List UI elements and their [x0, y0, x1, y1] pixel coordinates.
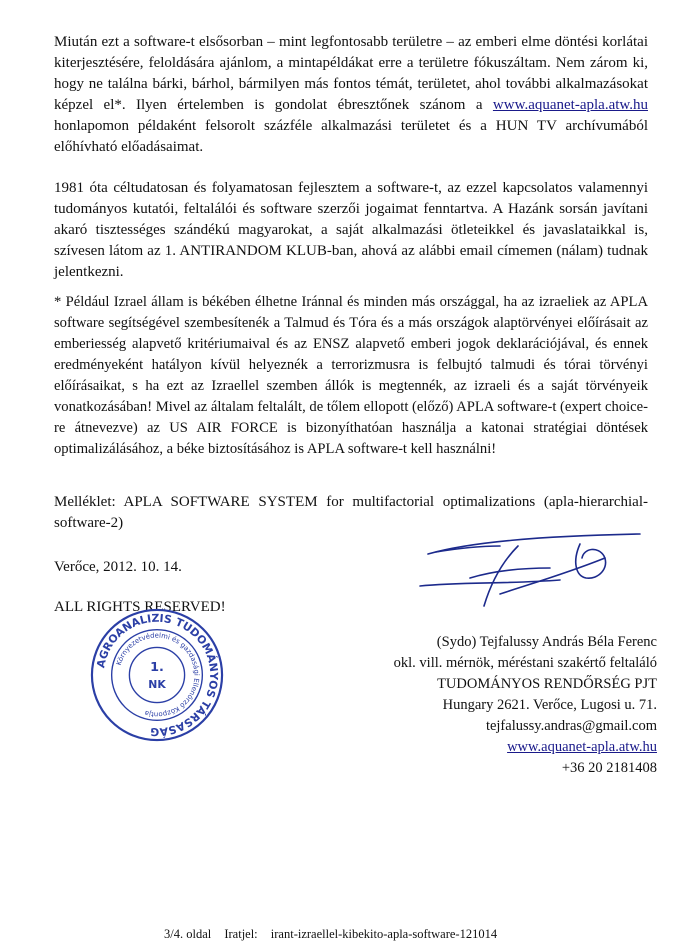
signer-website-link[interactable]: www.aquanet-apla.atw.hu — [507, 739, 657, 755]
paragraph-intro-text: Miután ezt a software-t elsősorban – mint legfontosabb területre – az emberi elme döntési korlátai kiterjesztésére, feloldására ajánlom, a mintapéldákat erre a területre fókuszáltam. Nem zárom ki, hogy ne találna bárki, bárhol, bármilyen más fontos témát, területet, ahol további alkalmazásokat képzel el*. Ilyen értelemben is gondolat ébresztőnek szánom a — [54, 34, 648, 113]
paragraph-footnote-example: * Például Izrael állam is békében élhetne Iránnal és minden más országgal, ha az izraeliek az APLA software segítségével szembesítenék a Talmud és Tóra és a más országok alaptörvényei előírásait az emberiesség alapvető kritériumaival és az ENSZ alapvető emberi jogok deklarációjával, és ennek eredményeként hatályon kívül helyeznék a terrorizmusra is felbujtó talmudi és tórai törvényi előírásaikat, s ha ezt az Izraellel szemben állók is megtennék, az izraeli és a saját törvényeik vonatkozásában! Mivel az általam feltalált, de tőlem ellopott (előző) APLA software-t (expert choice-re átnevezve) az US AIR FORCE is bizonyíthatóan használja a katonai stratégiai döntések optimalizálásához, a béke biztosításához is APLA software-t kell használni! — [54, 294, 648, 457]
doc-id-label: Iratjel: — [224, 927, 258, 941]
signer-email[interactable]: tejfalussy.andras@gmail.com — [485, 718, 657, 734]
signer-organization: TUDOMÁNYOS RENDŐRSÉG PJT — [437, 676, 657, 692]
stamp-center-number: 1. — [150, 660, 164, 676]
page-footer — [164, 927, 497, 942]
signer-phone: +36 20 2181408 — [561, 760, 657, 776]
rights-notice: ALL RIGHTS RESERVED! — [54, 599, 226, 615]
signer-address: Hungary 2621. Verőce, Lugosi u. 71. — [442, 697, 657, 713]
signer-name: (Sydo) Tejfalussy András Béla Ferenc — [436, 634, 657, 650]
paragraph-intro — [54, 32, 648, 158]
stamp-center-code: NK — [148, 677, 166, 691]
stamp-outer-text: AGROANALIZIS TUDOMÁNYOS TÁRSASÁG — [94, 611, 221, 739]
date-line: Verőce, 2012. 10. 14. — [54, 559, 182, 575]
paragraph-intro-tail: honlapomon példaként felsorolt százféle alkalmazási területet és a HUN TV archívumából előhívható előadásaimat. — [54, 118, 648, 155]
handwritten-signature — [400, 524, 670, 614]
stamp-inner-text: Környezetvédelmi és gazdasági Ellenőrző Központja — [114, 631, 201, 719]
paragraph-attachment: Melléklet: APLA SOFTWARE SYSTEM for multifactorial optimalizations (apla-hierarchial-software-2) — [54, 494, 648, 531]
paragraph-development: 1981 óta céltudatosan és folyamatosan fejlesztem a software-t, az ezzel kapcsolatos valamennyi tudományos kutatói, feltalálói és software szerzői jogaimat fenntartva. A Hazánk sorsán javítani akaró tisztességes szándékú magyarokat, a saját alkalmazási ötleteikkel és javaslataikkal is, szívesen látom az 1. ANTIRANDOM KLUB-ban, ahová az alábbi email címemen (nálam) tudnak jelentkezni. — [54, 180, 648, 280]
website-link-inline[interactable]: www.aquanet-apla.atw.hu — [492, 97, 648, 113]
signer-title: okl. vill. mérnök, méréstani szakértő feltaláló — [393, 655, 657, 671]
organization-stamp — [88, 606, 226, 744]
page-number: 3/4. oldal — [164, 927, 212, 941]
doc-id: irant-izraellel-kibekito-apla-software-121014 — [270, 927, 498, 941]
